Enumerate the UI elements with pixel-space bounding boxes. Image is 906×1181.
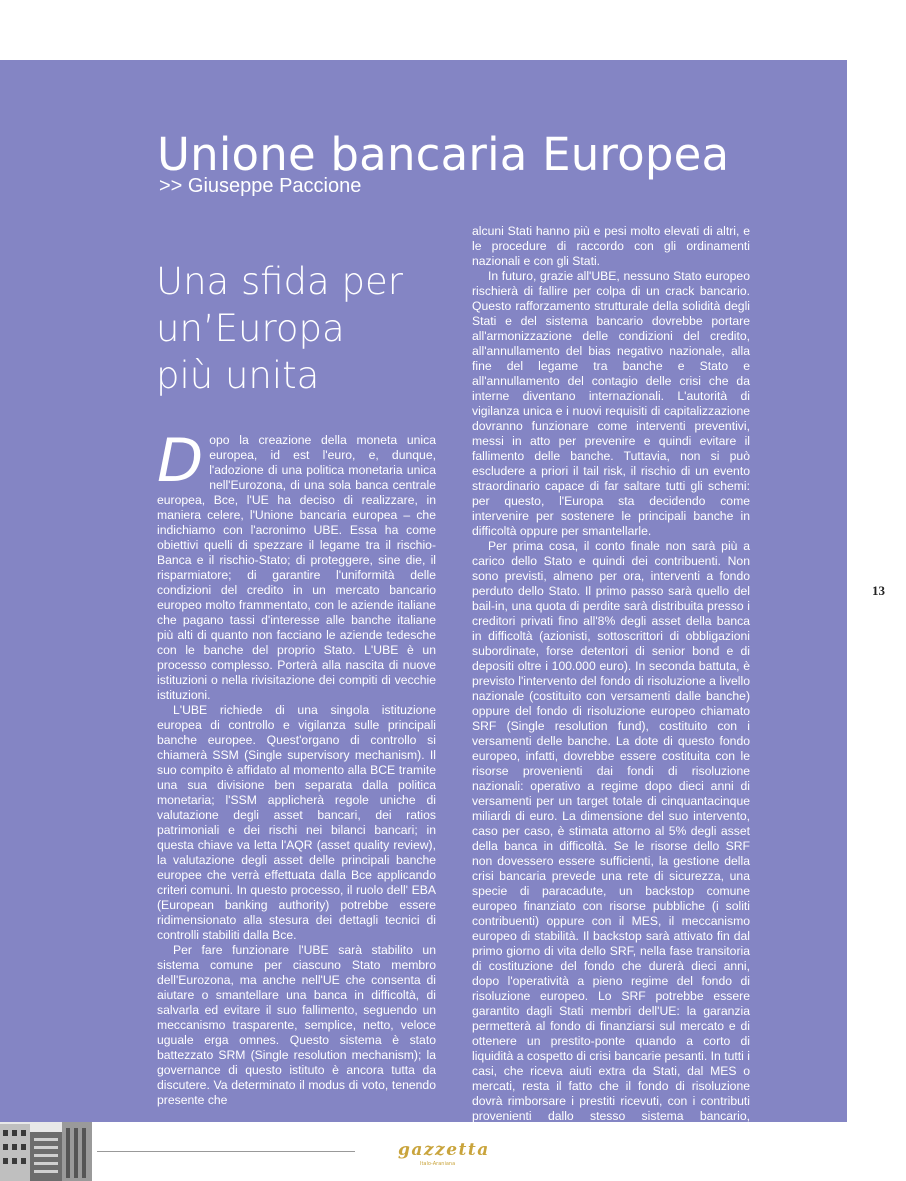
article-author: >> Giuseppe Paccione	[159, 175, 362, 197]
paragraph: Per prima cosa, il conto finale non sarà più a carico dello Stato e quindi dei contribuenti. Non sono previsti, almeno per ora, interventi a fondo perduto dello Stato. Il primo passo sarà quello del bail-in, una quota di perdite sarà distribuita presso i creditori privati fino all'8% degli asset della banca in difficoltà (azionisti, sottoscrittori di obbligazioni subordinate, forse detentori di senior bond e di depositi oltre i 100.000 euro). In seconda battuta, è previsto l'intervento del fondo di risoluzione a livello nazionale (costituito con versamenti dalle banche) oppure del fondo di risoluzione europeo chiamato SRF (Single resolution fund), costituito con i versamenti delle banche. La dote di questo fondo europeo, infatti, dovrebbe essere costituita con le risorse provenienti dai fondi di risoluzione nazionali: operativo a regime dopo dieci anni di versamenti per un target totale di cinquantacinque miliardi di euro. La dimensione del suo intervento, caso per caso, è stimata attorno al 5% degli asset della banca in difficoltà. Se le risorse dello SRF non dovessero essere sufficienti, la gestione della crisi bancaria prevede una rete di sicurezza, una specie di paracadute, un backstop comune europeo finanziato con risorse pubbliche (i soliti contribuenti) oppure con il MES, il meccanismo europeo di stabilità. Il backstop sarà attivato fin dal primo giorno di vita dello SRF, nella fase transitoria di costituzione del fondo che durerà dieci anni, dopo l'operatività a pieno regime del fondo di risoluzione europeo. Lo SRF potrebbe essere garantito dagli Stati membri dell'UE: la garanzia permetterà al fondo di finanziarsi sul mercato e di ottenere un prestito-ponte quando a corto di liquidità a cospetto di crisi bancarie pesanti. In tutti i casi, che riceva aiuti extra da Stati, dal MES o mercati, resta il fatto che il fondo di risoluzione dovrà rimborsare i prestiti ricevuti, con i contributi provenienti dallo stesso sistema bancario, ovviamente quello sano.	[472, 539, 750, 1138]
paragraph: In futuro, grazie all'UBE, nessuno Stato europeo rischierà di fallire per colpa di un crack bancario. Questo rafforzamento strutturale della solidità degli Stati e del sistema bancario dovrebbe portare all'armonizzazione delle condizioni del credito, all'annullamento del bias negativo nazionale, alla fine del legame tra banche e Stato e all'annullamento del contagio delle crisi che da interne diventano internazionali. L'autorità di vigilanza unica e i nuovi requisiti di capitalizzazione dovranno funzionare come interventi preventivi, messi in atto per prevenire e quindi evitare il fallimento delle banche. Tuttavia, non si può escludere a priori il tail risk, il rischio di un evento straordinario capace di far saltare tutti gli schemi: per questo, l'Europa sta decidendo come intervenire per sostenere le principali banche in difficoltà oppure per smantellarle.	[472, 269, 750, 538]
paragraph	[157, 426, 436, 703]
subtitle-line: più unita	[156, 354, 320, 397]
paragraph: L'UBE richiede di una singola istituzione europea di controllo e vigilanza sulle principali banche europee. Quest'organo di controllo si chiamerà SSM (Single supervisory mechanism). Il suo compito è affidato al momento alla BCE tramite una sua divisione ben separata dalla politica monetaria; l'SSM applicherà regole uniche di valutazione degli asset bancari, dei ratios patrimoniali e dei rischi nei bilanci bancari; in questa chiave va letta l'AQR (asset quality review), la valutazione degli asset delle principali banche europee che verrà effettuata dalla Bce applicando criteri comuni. In questo processo, il ruolo dell' EBA (European banking authority) potrebbe essere ridimensionato alla stesura dei dettagli tecnici di controlli stabiliti dalla Bce.	[157, 703, 436, 942]
text-column-right	[472, 224, 750, 1139]
article-subtitle	[156, 258, 446, 399]
magazine-logo: gazzetta	[398, 1140, 490, 1160]
building-photo	[0, 1122, 92, 1181]
paragraph: Per fare funzionare l'UBE sarà stabilito un sistema comune per ciascuno Stato membro dell'Eurozona, ma anche nell'UE che consenta di aiutare o smantellare una banca in difficoltà, di salvarla ed evitare il suo fallimento, seguendo un meccanismo trasparente, semplice, netto, veloce uguale erga omnes. Questo sistema è stato battezzato SRM (Single resolution mechanism); la governance di questo istituto è ancora tutta da discutere. Va determinato il modus di voto, tenendo presente che	[157, 943, 436, 1107]
paragraph-text: opo la creazione della moneta unica europea, id est l'euro, e, dunque, l'adozione di una politica monetaria unica nell'Eurozona, di una sola banca centrale europea, Bce, l'UE ha deciso di realizzare, in maniera celere, l'Unione bancaria europea – che indichiamo con l'acronimo UBE. Essa ha come obiettivi quelli di spezzare il legame tra il rischio-Banca e il rischio-Stato; di proteggere, sine die, il risparmiatore; di garantire l'uniformità delle condizioni del credito in un mercato bancario europeo molto frammentato, con le aziende italiane che pagano tassi d'interesse alle banche italiane più alti di quanto non facciano le aziende tedesche con le banche del proprio Stato. L'UBE è un processo complesso. Porterà alla nascita di nuove istituzioni o nella rivisitazione dei compiti di vecchie istituzioni.	[157, 433, 436, 702]
subtitle-line: Una sfida per	[156, 260, 403, 303]
text-column-left	[157, 426, 436, 1108]
drop-cap: D	[157, 426, 204, 496]
page-number: 13	[872, 583, 885, 598]
subtitle-line: un’Europa	[156, 307, 345, 350]
article-title: Unione bancaria Europea	[157, 128, 730, 181]
footer-rule	[97, 1151, 355, 1152]
magazine-logo-subtitle: Italo-Araniana	[420, 1161, 456, 1167]
paragraph: alcuni Stati hanno più e pesi molto elevati di altri, e le procedure di raccordo con gli ordinamenti nazionali e con gli Stati.	[472, 224, 750, 268]
